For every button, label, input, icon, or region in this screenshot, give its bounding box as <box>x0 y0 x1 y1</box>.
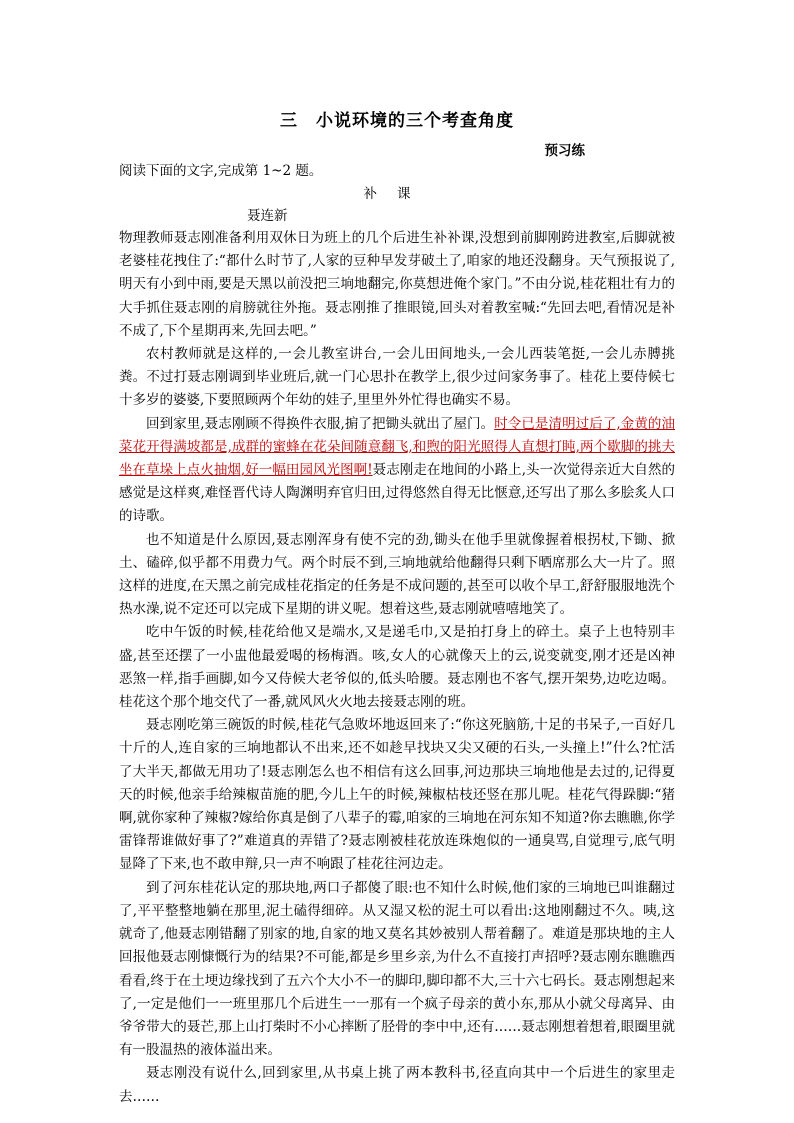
paragraph-text: 回到家里,聂志刚顾不得换件衣服,掮了把锄头就出了屋门。 <box>146 415 495 432</box>
highlighted-sentence: 时令已是清明过后了,金黄的油菜花开得满坡都是,成群的蜜蜂在花朵间随意翻飞,和煦的阳光照得人直想打盹,两个歇脚的挑夫坐在草垛上点火抽烟,好一幅田园风光图啊! <box>119 415 675 479</box>
paragraph: 也不知道是什么原因,聂志刚浑身有使不完的劲,锄头在他手里就像握着根拐杖,下锄、掀土、磕碎,似乎都不用费力气。两个时辰不到,三垧地就给他翻得只剩下晒席那么大一片了。照这样的进度,在天黑之前完成桂花指定的任务是不成问题的,甚至可以收个早工,舒舒服服地洗个热水澡,说不定还可以完成下星期的讲义呢。想着这些,聂志刚就嘻嘻地笑了。 <box>119 531 675 618</box>
author-name: 聂连新 <box>247 208 288 224</box>
section-label: 预习练 <box>544 143 585 159</box>
page-title: 三 小说环境的三个考查角度 <box>280 111 514 131</box>
document-content <box>119 100 675 1109</box>
paragraph: 聂志刚吃第三碗饭的时候,桂花气急败坏地返回来了:“你这死脑筋,十足的书呆子,一百好几十斤的人,连自家的三垧地都认不出来,还不如趁早找块又尖又硬的石头,一头撞上!”什么?忙活了大半天,都做无用功了!聂志刚怎么也不相信有这么回事,河边那块三垧地他是去过的,记得夏天的时候,他亲手给辣椒苗施的肥,今儿上午的时候,辣椒枯枝还竖在那儿呢。桂花气得跺脚:“猪啊,就你家种了辣椒?嫁给你真是倒了八辈子的霉,咱家的三垧地在河东知不知道?你去瞧瞧,你学雷锋帮谁做好事了?”难道真的弄错了?聂志刚被桂花放连珠炮似的一通臭骂,自觉理亏,底气明显降了下来,也不敢申辩,只一声不响跟了桂花往河边走。 <box>119 717 675 873</box>
instruction-text: 阅读下面的文字,完成第 1~2 题。 <box>119 163 323 179</box>
paragraph: 到了河东桂花认定的那块地,两口子都傻了眼:也不知什么时候,他们家的三垧地已叫谁翻过了,平平整整地躺在那里,泥土磕得细碎。从又湿又松的泥土可以看出:这地刚翻过不久。咦,这就奇了,他聂志刚错翻了别家的地,自家的地又莫名其妙被别人帮着翻了。难道是那块地的主人回报他聂志刚慷慨行为的结果?不可能,都是乡里乡亲,为什么不直接打声招呼?聂志刚东瞧瞧西看看,终于在土埂边缘找到了五六个大小不一的脚印,脚印都不大,三十六七码长。聂志刚想起来了,一定是他们一一班里那几个后进生一一那有一个疯子母亲的黄小东,那从小就父母离异、由爷爷带大的聂芒,那上山打柴时不小心摔断了胫骨的李中中,还有……聂志刚想着想着,眼圈里就有一股温热的液体溢出来。 <box>119 879 675 1059</box>
paragraph: 聂志刚没有说什么,回到家里,从书桌上挑了两本教科书,径直向其中一个后进生的家里走去…… <box>119 1065 675 1105</box>
paragraph: 物理教师聂志刚准备利用双休日为班上的几个后进生补补课,没想到前脚刚跨进教室,后脚就被老婆桂花拽住了:“都什么时节了,人家的豆种早发芽破土了,咱家的地还没翻身。天气预报说了,明天有小到中雨,要是天黑以前没把三垧地翻完,你莫想进俺个家门。”不由分说,桂花粗壮有力的大手抓住聂志刚的肩膀就往外拖。聂志刚推了推眼镜,回头对着教室喊:“先回去吧,看情况是补不成了,下个星期再来,先回去吧。” <box>119 230 675 339</box>
paragraph <box>119 413 675 529</box>
paragraph-text: 聂志刚走在地间的小路上,头一次觉得亲近大自然的感觉是这样爽,难怪晋代诗人陶渊明弃官归田,过得悠然自得无比惬意,还写出了那么多脍炙人口的诗歌。 <box>119 462 676 525</box>
story-title: 补课 <box>363 186 431 202</box>
paragraph: 农村教师就是这样的,一会儿教室讲台,一会儿田间地头,一会儿西装笔挺,一会儿赤膊挑粪。不过打聂志刚调到毕业班后,就一门心思扑在教学上,很少过问家务事了。桂花上要侍候七十多岁的婆婆,下要照顾两个年幼的娃子,里里外外忙得也确实不易。 <box>119 346 675 409</box>
paragraph: 吃中午饭的时候,桂花给他又是端水,又是递毛巾,又是拍打身上的碎土。桌子上也特别丰盛,甚至还摆了一小盅他最爱喝的杨梅酒。咳,女人的心就像天上的云,说变就变,刚才还是凶神恶煞一样,指手画脚,如今又侍候大老爷似的,低头哈腰。聂志刚也不客气,摆开架势,边吃边喝。桂花这个那个地交代了一番,就风风火火地去接聂志刚的班。 <box>119 624 675 711</box>
